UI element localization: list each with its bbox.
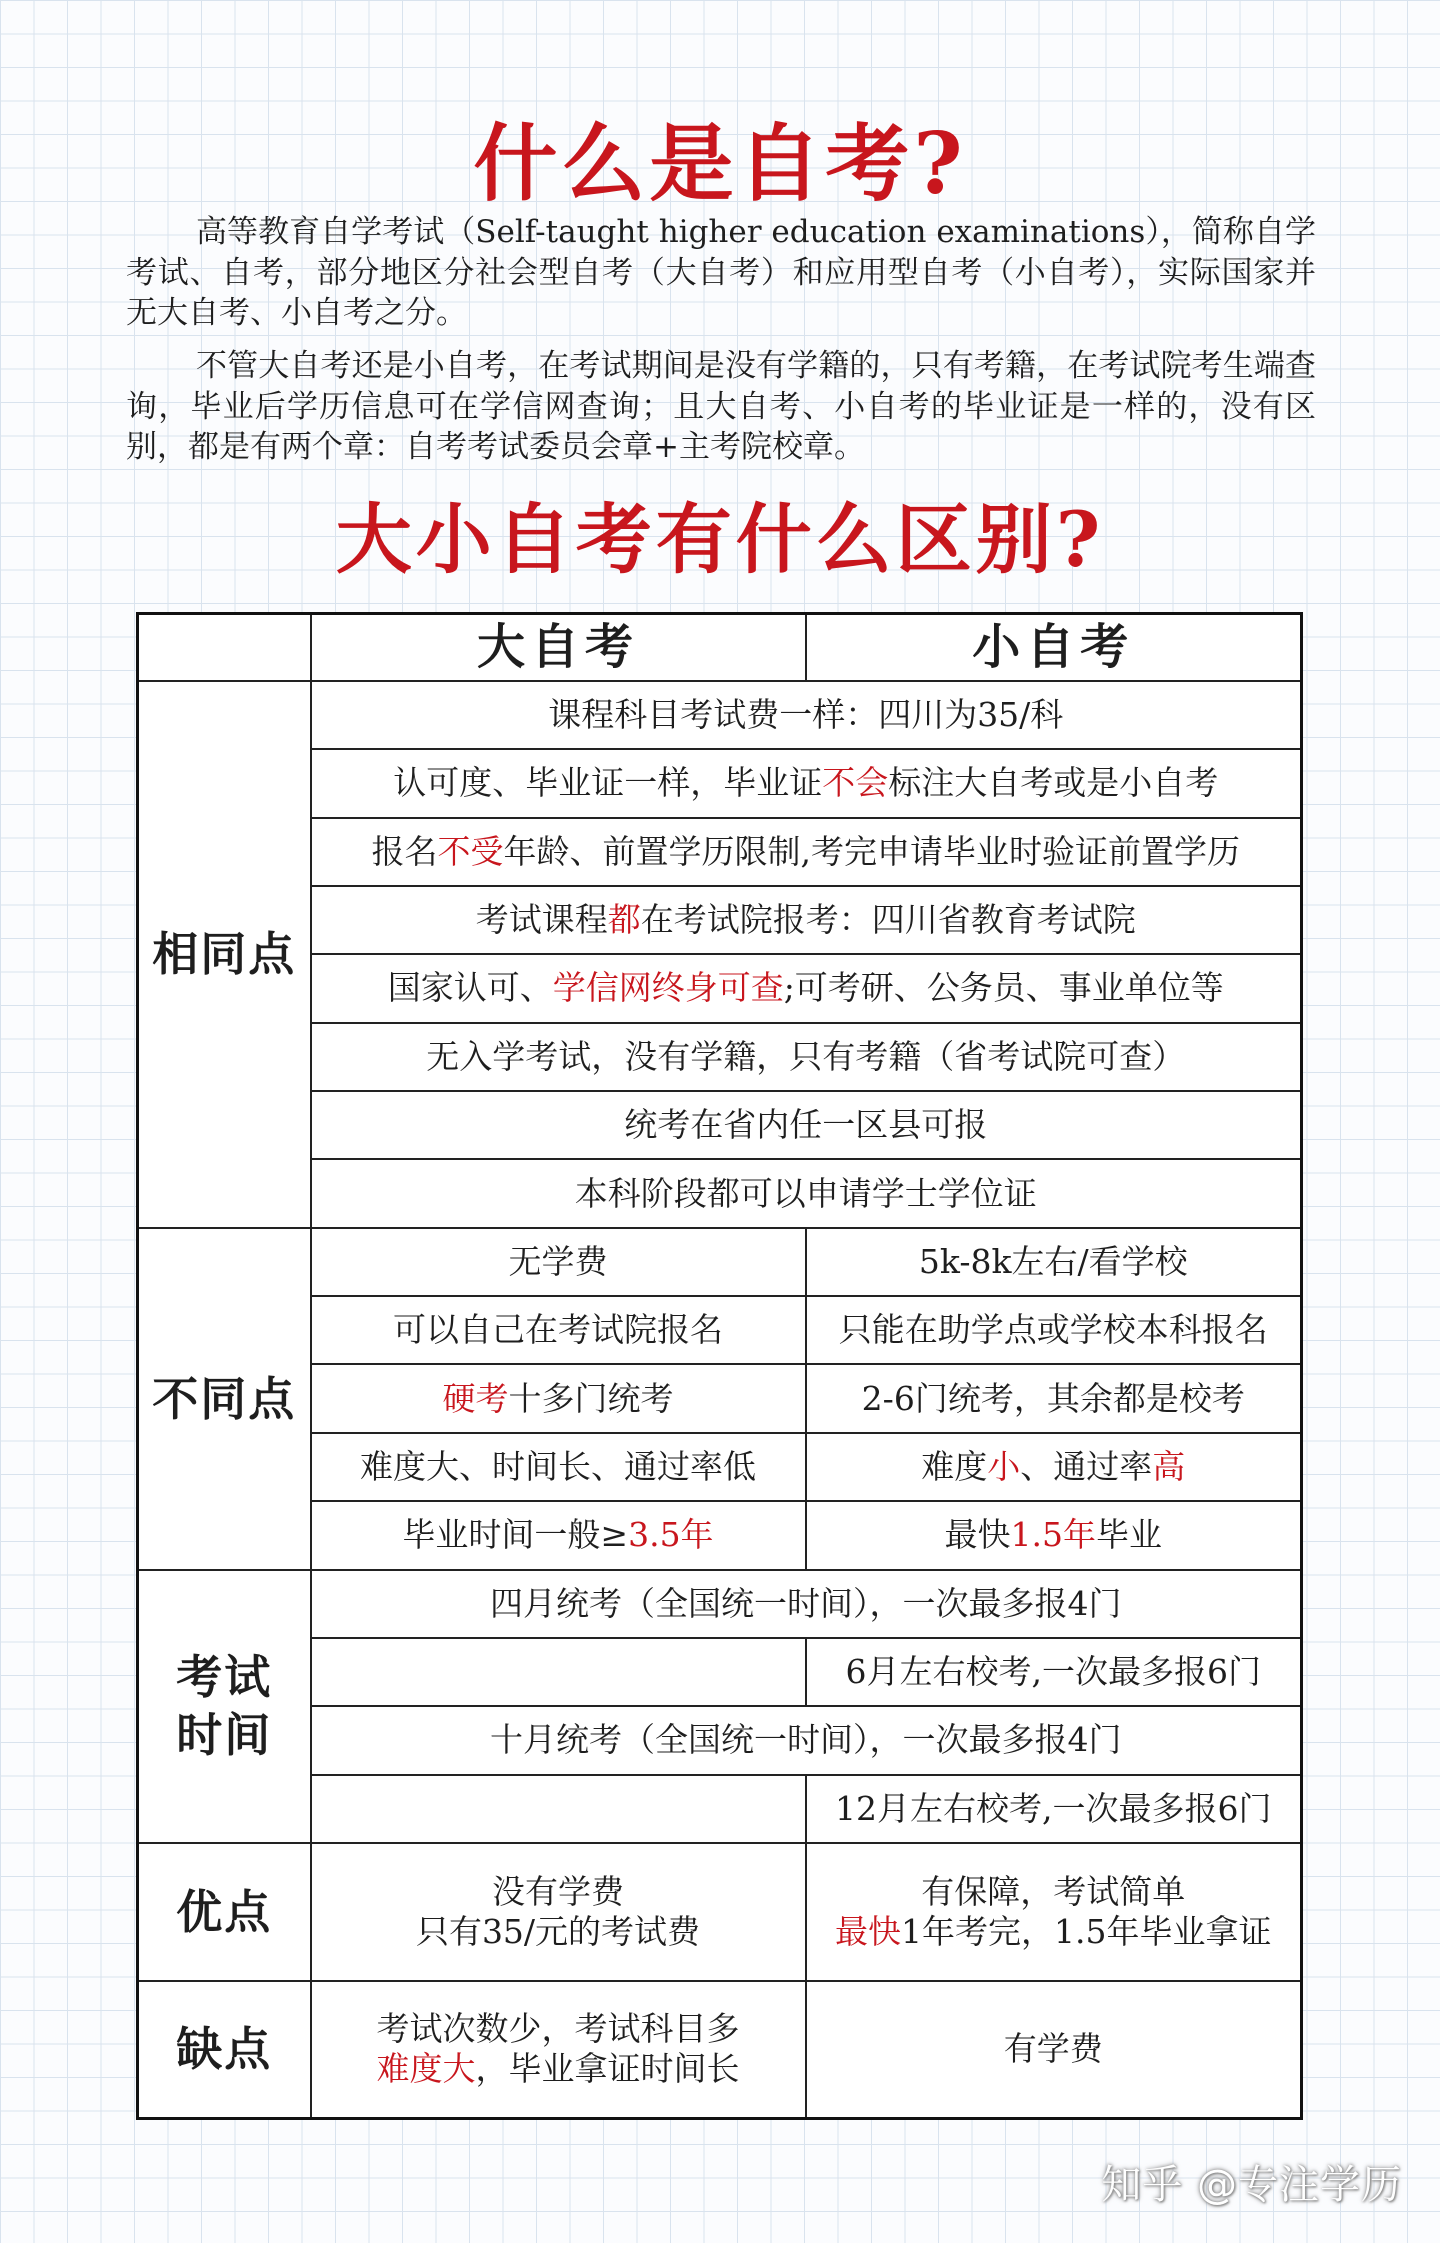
exam-time-small-cell [806,1775,1302,1843]
cell-text: 只能在助学点或学校本科报名 [838,1310,1268,1350]
header-small-self-study: 小自考 [806,614,1302,681]
highlight-text: 学信网终身可查 [552,968,784,1008]
cell-text: 报名 [371,831,438,871]
diff-small-cell [806,1501,1302,1569]
cell-line [811,1912,1297,1952]
diff-big-cell [311,1228,806,1296]
cell-text: 年龄、前置学历限制,考完申请毕业时验证前置学历 [503,831,1240,871]
cell-text: 考试次数少，考试科目多 [376,2009,740,2049]
cell-text: 毕业时间一般≥ [402,1515,629,1555]
header-empty-cell [138,614,311,681]
exam-time-empty-cell [311,1775,806,1843]
cell-text: 国家认可、 [387,968,553,1008]
table-row [138,1296,1302,1364]
cell-text: 1年考完，1.5年毕业拿证 [901,1911,1272,1951]
table-row [138,1775,1302,1843]
table-row [138,1843,1302,1981]
same-point-cell [311,954,1302,1022]
cell-text: 无学费 [508,1241,608,1281]
cell-text: 有保障，考试简单 [921,1871,1186,1911]
category-same-points: 相同点 [138,681,311,1228]
highlight-text: 1.5年 [1010,1515,1096,1555]
exam-time-small-cell [806,1638,1302,1706]
exam-time-empty-cell [311,1638,806,1706]
diff-small-cell [806,1296,1302,1364]
cell-text: 认可度、毕业证一样，毕业证 [393,763,823,803]
highlight-text: 3.5年 [628,1515,714,1555]
table-row [138,1091,1302,1159]
diff-small-cell [806,1228,1302,1296]
highlight-text: 不受 [437,831,504,871]
pros-small-cell [806,1843,1302,1981]
highlight-text: 硬考 [442,1378,509,1418]
table-row [138,1570,1302,1638]
main-title: 什么是自考? [473,114,967,213]
category-exam-time [138,1570,311,1843]
highlight-text: 都 [607,900,641,940]
category-different-points: 不同点 [138,1228,311,1570]
table-row [138,954,1302,1022]
cell-text: 难度 [921,1446,988,1486]
cell-text: ，毕业拿证时间长 [475,2049,740,2089]
table-row [138,1228,1302,1296]
cell-text: 有学费 [1003,2029,1103,2069]
same-point-cell [311,886,1302,954]
cell-text: ;可考研、公务员、事业单位等 [783,968,1224,1008]
diff-big-cell [311,1433,806,1501]
diff-big-cell [311,1296,806,1364]
cell-text: 12月左右校考,一次最多报6门 [835,1788,1272,1828]
comparison-title: 大小自考有什么区别? [335,495,1105,584]
same-point-cell [311,1091,1302,1159]
diff-small-cell [806,1433,1302,1501]
cell-text: 统考在省内任一区县可报 [624,1105,988,1145]
cell-text: 考试课程 [475,900,608,940]
cell-text: 可以自己在考试院报名 [393,1310,723,1350]
highlight-text: 难度大 [376,2049,476,2089]
zhihu-watermark: 知乎 @专注学历 [1101,2162,1402,2208]
same-point-cell [311,818,1302,886]
cell-text: 没有学费 [492,1871,624,1911]
table-row [138,749,1302,817]
pros-big-cell [311,1843,806,1981]
category-label-line: 时间 [176,1708,273,1763]
category-cons: 缺点 [138,1981,311,2119]
cell-text: 在考试院报考：四川省教育考试院 [640,900,1136,940]
cell-text: 毕业 [1095,1515,1162,1555]
cell-text: 标注大自考或是小自考 [888,763,1219,803]
table-row [138,1364,1302,1432]
cell-text: 无入学考试，没有学籍，只有考籍（省考试院可查） [426,1036,1186,1076]
table-row [138,1981,1302,2119]
cell-text: 十月统考（全国统一时间），一次最多报4门 [490,1720,1122,1760]
cell-text: 5k-8k左右/看学校 [918,1241,1188,1281]
cell-text: 2-6门统考，其余都是校考 [861,1378,1245,1418]
same-point-cell [311,749,1302,817]
same-point-cell [311,681,1302,749]
cell-text: 四月统考（全国统一时间），一次最多报4门 [490,1583,1122,1623]
intro-paragraph-1: 高等教育自学考试（Self-taught higher education examinations），简称自学考试、自考，部分地区分社会型自考（大自考）和应用型自考（小自考），实际国家并无大自考、小自考之分。 [126,214,1316,331]
same-point-cell [311,1159,1302,1227]
diff-big-cell [311,1501,806,1569]
category-pros: 优点 [138,1843,311,1981]
cell-text: 最快 [944,1515,1011,1555]
table-row [138,1433,1302,1501]
cell-text: 6月左右校考,一次最多报6门 [845,1652,1261,1692]
table-row [138,1706,1302,1774]
table-header-row [138,614,1302,681]
cell-text: 本科阶段都可以申请学士学位证 [574,1173,1037,1213]
table-row [138,886,1302,954]
cell-line [316,2049,801,2089]
cell-text: 只有35/元的考试费 [415,1911,701,1951]
cell-text: 、通过率 [1020,1446,1153,1486]
highlight-text: 最快 [835,1911,901,1951]
cons-big-cell [311,1981,806,2119]
table-row [138,681,1302,749]
highlight-text: 高 [1152,1446,1186,1486]
intro-paragraph-2: 不管大自考还是小自考，在考试期间是没有学籍的，只有考籍，在考试院考生端查询，毕业后学历信息可在学信网查询；且大自考、小自考的毕业证是一样的，没有区别，都是有两个章：自考考试委员会章+主考院校章。 [126,348,1316,465]
header-big-self-study: 大自考 [311,614,806,681]
comparison-table [136,612,1303,2120]
highlight-text: 小 [987,1446,1021,1486]
table-row [138,1638,1302,1706]
table-row [138,1501,1302,1569]
diff-big-cell [311,1364,806,1432]
exam-time-cell [311,1570,1302,1638]
exam-time-cell [311,1706,1302,1774]
diff-small-cell [806,1364,1302,1432]
cell-text: 课程科目考试费一样：四川为35/科 [548,695,1064,735]
cell-text: 难度大、时间长、通过率低 [360,1446,756,1486]
cons-small-cell [806,1981,1302,2119]
highlight-text: 不会 [822,763,889,803]
cell-text: 十多门统考 [508,1378,674,1418]
table-row [138,1023,1302,1091]
same-point-cell [311,1023,1302,1091]
table-row [138,1159,1302,1227]
category-label-line: 考试 [176,1650,273,1705]
table-row [138,818,1302,886]
